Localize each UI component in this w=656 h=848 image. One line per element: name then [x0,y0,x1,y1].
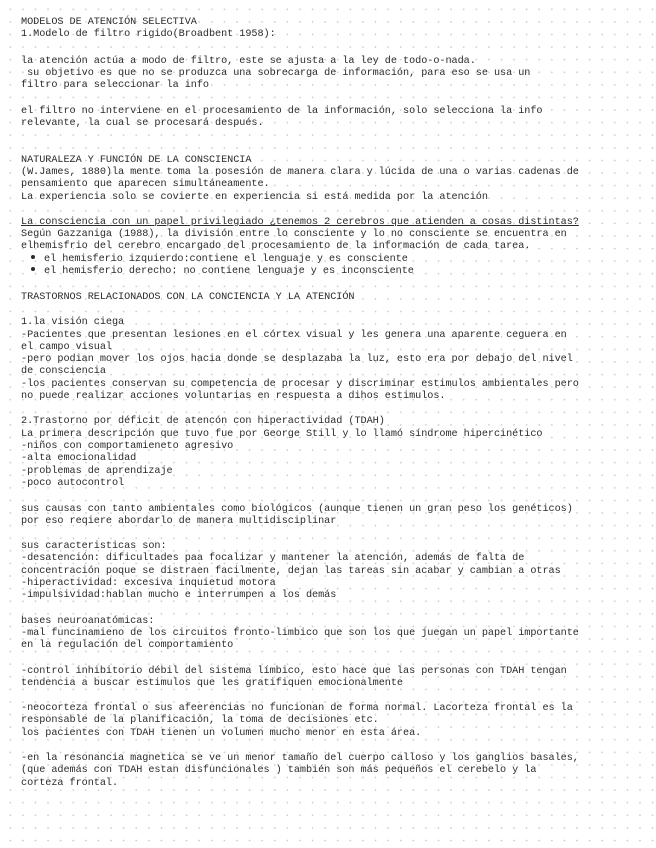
text-line: de consciencia [21,366,106,377]
text-line: -hiperactividad: excesiva inquietud motora [21,578,276,589]
text-line: -poco autocontrol [21,478,125,489]
text-line: -los pacientes conservan su competencia de procesar y discriminar estimulos ambientales pero [21,379,579,390]
bullet-icon [31,255,35,259]
text-line: -mal funcinamieno de los circuitos fronto-limbico que son los que juegan un papel importante [21,628,579,639]
text-line: relevante, la cual se procesará después. [21,118,264,129]
text-line: por eso reqiere abordarlo de manera multidisciplinar [21,516,337,527]
text-line: -pero podian mover los ojos hacia donde se desplazaba la luz, esto era por debajo del nivel [21,354,573,365]
text-line: -niños con comportamieneto agresivo [21,441,234,452]
text-line: pensamiento que aparecen simultáneamente. [21,179,270,190]
text-line: (que además con TDAH estan disfuncionales ) también son más pequeños el cerebelo y la [21,765,537,776]
text-line: filtro para seleccionar la info [21,80,209,91]
text-line: la atención actúa a modo de filtro, este se ajusta a la ley de todo-o-nada. [21,56,476,67]
text-line: los pacientes con TDAH tienen un volumen mucho menor en esta área. [21,728,422,739]
subheading: bases neuroanatómicas: [21,616,155,627]
text-line: su objetivo es que no se produzca una sobrecarga de información, para eso se usa un [21,68,531,79]
bullet-text: el hemisferio derecho: no contiene lenguaje y es inconsciente [44,266,414,277]
subheading: sus caracteristicas son: [21,541,167,552]
text-line: el campo visual [21,342,112,353]
text-line: La primera descripción que tuvo fue por George Still y lo llamó síndrome hipercinético [21,429,543,440]
text-line: -alta emocionalidad [21,453,137,464]
text-line: tendencia a buscar estimulos que les gratifiquen emocionalmente [21,678,404,689]
text-line: -control inhibitorio débil del sistema límbico, esto hace que las personas con TDAH tengan [21,666,567,677]
text-line: (W.James, 1880)la mente toma la posesión de manera clara y lúcida de una o varias cadenas de [21,167,579,178]
text-line: corteza frontal. [21,778,119,789]
text-line: elhemisfrio del cerebro encargado del procesamiento de la información de cada tarea. [21,241,531,252]
text-line: Según Gazzaniga (1988), la división entre lo consciente y lo no consciente se encuentra en [21,229,567,240]
text-line: concentración poque se distraen facilmente, dejan las tareas sin acabar y cambian a otras [21,566,561,577]
subheading: 1.la visión ciega [21,317,125,328]
section-heading: MODELOS DE ATENCIÓN SELECTIVA [21,17,197,28]
text-line: La experiencia solo se covierte en experiencia si está medida por la atención [21,192,488,203]
text-line: responsable de la planificación, la toma de decisiones etc. [21,715,379,726]
text-line: -impulsividad:hablan mucho e interrumpen a los demás [21,590,337,601]
text-line: sus causas con tanto ambientales como biológicos (aunque tienen un gran peso los genéticos) [21,504,573,515]
bullet-icon [31,267,35,271]
text-line: -desatención: dificultades paa focalizar y mantener la atención, además de falta de [21,553,525,564]
bullet-item [21,254,408,266]
text-line: en la regulación del comportamiento [21,640,234,651]
underlined-question: La consciencia con un papel privilegiado ¿tenemos 2 cerebros que atienden a cosas distintas? [21,217,579,228]
section-heading: TRASTORNOS RELACIONADOS CON LA CONCIENCIA Y LA ATENCIÓN [21,292,355,303]
text-line: -problemas de aprendizaje [21,466,173,477]
subheading: 1.Modelo de filtro rigido(Broadbent 1958): [21,29,276,40]
text-line: -neocorteza frontal o sus afeerencias no funcionan de forma normal. Lacorteza frontal es la [21,703,573,714]
subheading: 2.Trastorno por déficit de atencón con hiperactividad (TDAH) [21,416,385,427]
bullet-item [21,266,414,278]
text-line: el filtro no interviene en el procesamiento de la información, solo selecciona la info [21,106,543,117]
text-line: no puede realizar acciones voluntarias en respuesta a dihos estimulos. [21,391,446,402]
bullet-text: el hemisferio izquierdo:contiene el lenguaje y es consciente [44,254,408,265]
text-line: -Pacientes que presentan lesiones en el córtex visual y les genera una aparente ceguera en [21,330,567,341]
section-heading: NATURALEZA Y FUNCIÓN DE LA CONSCIENCIA [21,155,252,166]
text-line: -en la resonancia magnetica se ve un menor tamaño del cuerpo calloso y los ganglios basales, [21,753,579,764]
